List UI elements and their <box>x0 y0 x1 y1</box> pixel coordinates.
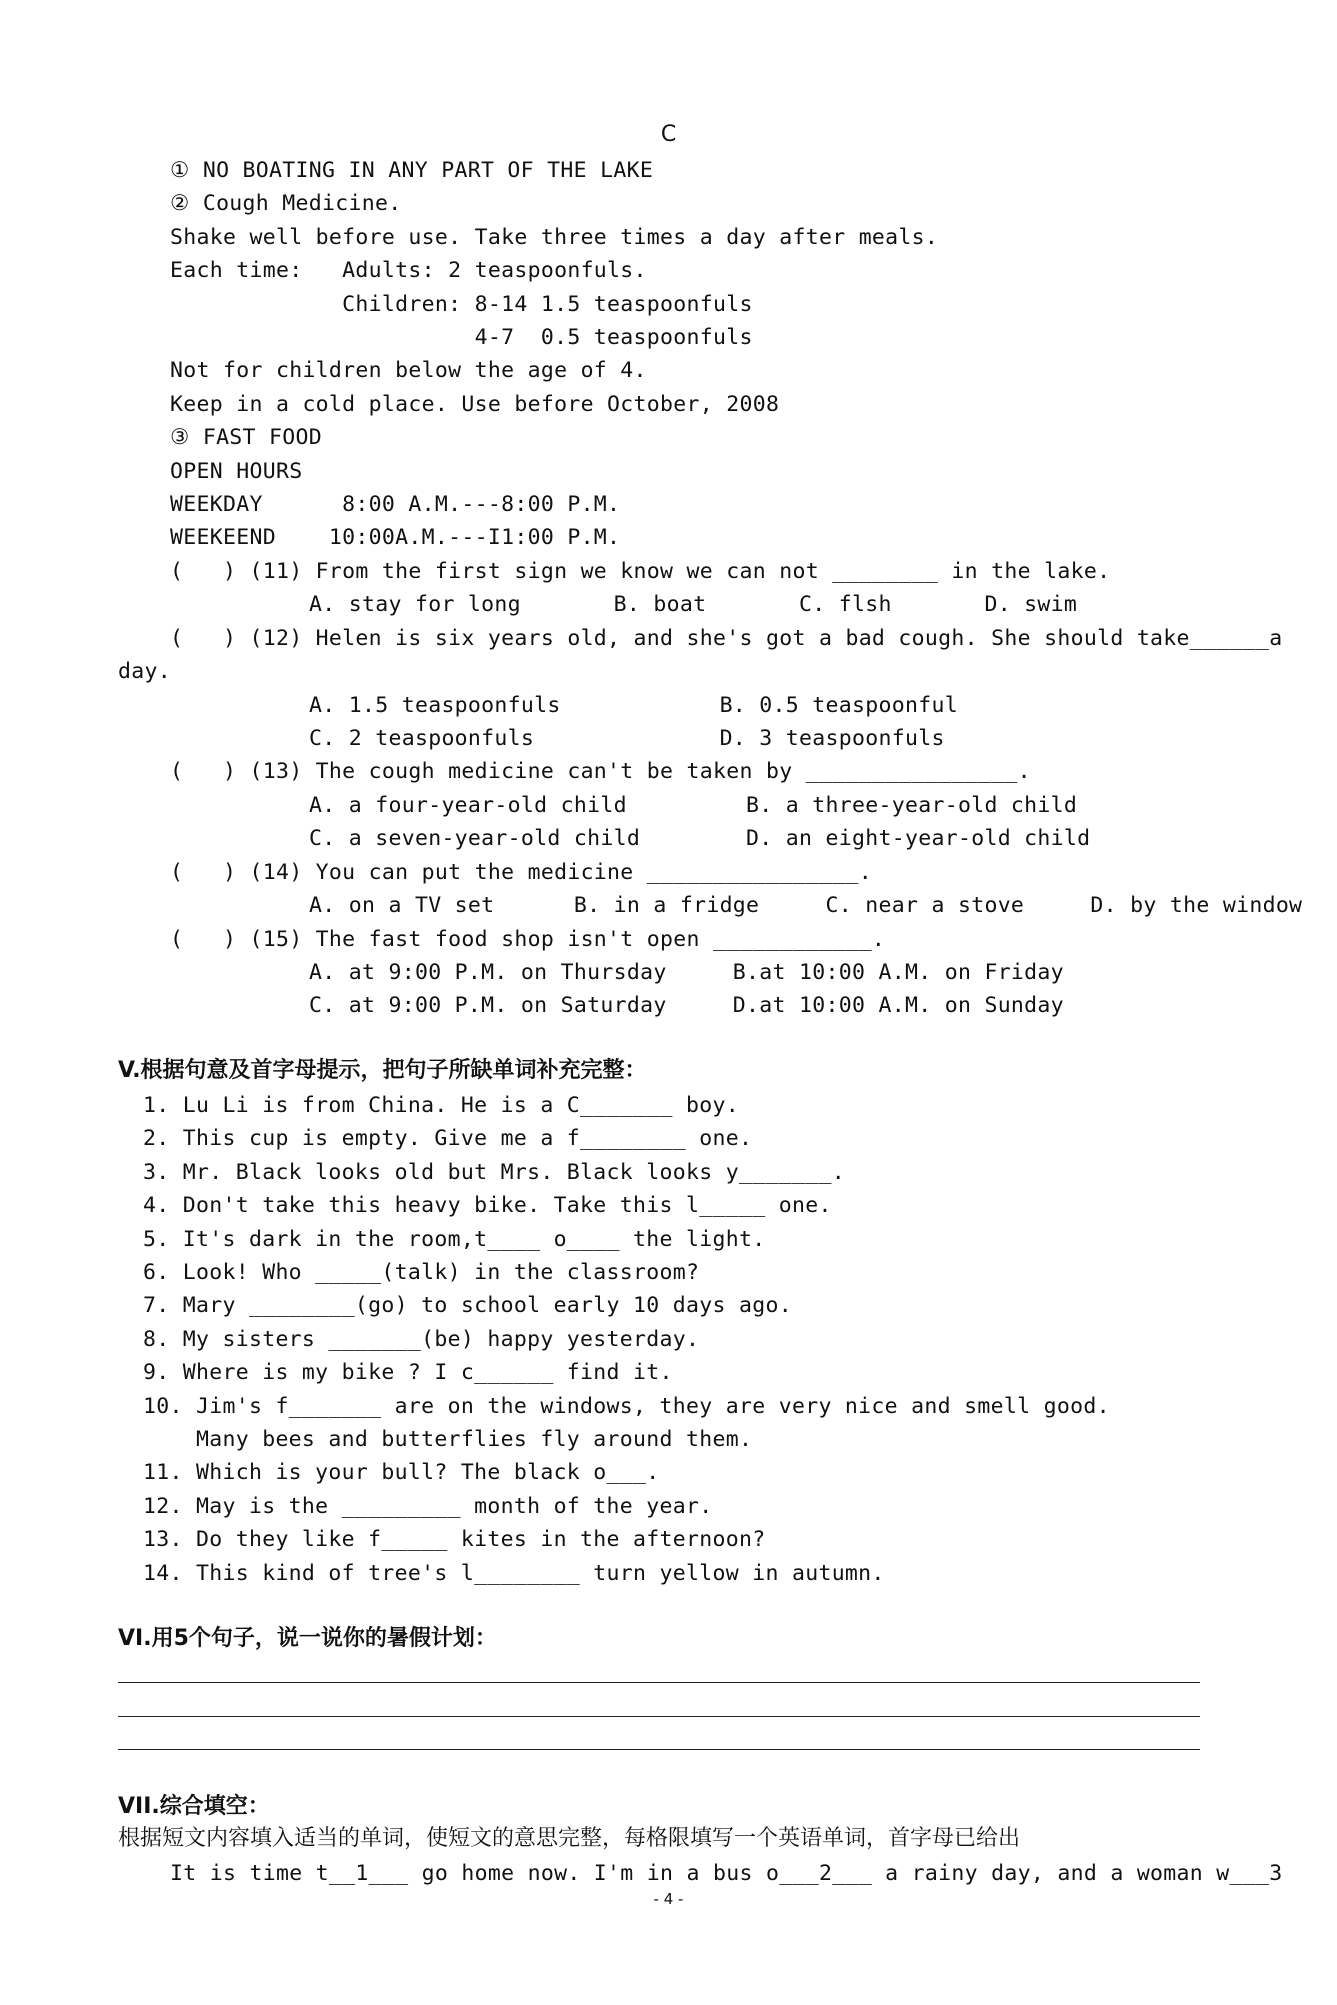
question-options: C. a seven-year-old child D. an eight-year-old child <box>309 826 1091 851</box>
passage-line: 4-7 0.5 teaspoonfuls <box>170 325 753 350</box>
section-vii-title: VII.综合填空： <box>118 1794 270 1819</box>
exercise-item: 3. Mr. Black looks old but Mrs. Black looks y_______. <box>143 1160 845 1185</box>
question-options: A. at 9:00 P.M. on Thursday B.at 10:00 A.M. on Friday <box>309 960 1064 985</box>
passage-line: Shake well before use. Take three times a day after meals. <box>170 225 939 250</box>
passage-line: OPEN HOURS <box>170 459 303 484</box>
exercise-item: 5. It's dark in the room,t____ o____ the light. <box>143 1227 766 1252</box>
passage-line: Each time: Adults: 2 teaspoonfuls. <box>170 258 647 283</box>
section-vi-title: VI.用5个句子，说一说你的暑假计划： <box>118 1626 497 1651</box>
exercise-item: 1. Lu Li is from China. He is a C_______ boy. <box>143 1093 739 1118</box>
question-options: C. 2 teaspoonfuls D. 3 teaspoonfuls <box>309 726 945 751</box>
answer-line[interactable] <box>118 1749 1200 1750</box>
question-stem: ( ) (12) Helen is six years old, and she's got a bad cough. She should take______a <box>170 626 1283 651</box>
answer-line[interactable] <box>118 1716 1200 1717</box>
passage-line: Keep in a cold place. Use before October, 2008 <box>170 392 780 417</box>
exercise-item: Many bees and butterflies fly around them. <box>143 1427 753 1452</box>
passage-letter: C <box>660 122 677 147</box>
passage-line: WEEKEEND 10:00A.M.---I1:00 P.M. <box>170 525 621 550</box>
passage-line: Not for children below the age of 4. <box>170 358 647 383</box>
exercise-item: 13. Do they like f_____ kites in the afternoon? <box>143 1527 766 1552</box>
answer-line[interactable] <box>118 1682 1200 1683</box>
exercise-item: 14. This kind of tree's l________ turn yellow in autumn. <box>143 1561 885 1586</box>
exercise-item: 8. My sisters _______(be) happy yesterday. <box>143 1327 700 1352</box>
section-vii-instruction: 根据短文内容填入适当的单词，使短文的意思完整，每格限填写一个英语单词，首字母已给出 <box>118 1826 1021 1851</box>
exercise-item: 6. Look! Who _____(talk) in the classroom? <box>143 1260 700 1285</box>
question-stem: ( ) (15) The fast food shop isn't open ____________. <box>170 927 886 952</box>
question-options: A. 1.5 teaspoonfuls B. 0.5 teaspoonful <box>309 693 958 718</box>
exercise-item: 10. Jim's f_______ are on the windows, they are very nice and smell good. <box>143 1394 1110 1419</box>
exercise-item: 2. This cup is empty. Give me a f________ one. <box>143 1126 753 1151</box>
exercise-item: 11. Which is your bull? The black o___. <box>143 1460 660 1485</box>
question-stem: ( ) (14) You can put the medicine ________________. <box>170 860 872 885</box>
section-v-title: V.根据句意及首字母提示，把句子所缺单词补充完整： <box>118 1058 647 1083</box>
passage-line: ③ FAST FOOD <box>170 425 323 450</box>
cloze-first-line: It is time t__1___ go home now. I'm in a bus o___2___ a rainy day, and a woman w___3 <box>170 1861 1283 1886</box>
passage-line: Children: 8-14 1.5 teaspoonfuls <box>170 292 753 317</box>
passage-line: ① NO BOATING IN ANY PART OF THE LAKE <box>170 158 654 183</box>
exercise-item: 7. Mary ________(go) to school early 10 days ago. <box>143 1293 792 1318</box>
page-number: - 4 - <box>653 1890 684 1908</box>
exercise-item: 9. Where is my bike ? I c______ find it. <box>143 1360 673 1385</box>
passage-line: ② Cough Medicine. <box>170 191 402 216</box>
question-options: A. stay for long B. boat C. flsh D. swim <box>309 592 1078 617</box>
question-stem: ( ) (13) The cough medicine can't be taken by ________________. <box>170 759 1031 784</box>
passage-line: WEEKDAY 8:00 A.M.---8:00 P.M. <box>170 492 621 517</box>
question-options: A. on a TV set B. in a fridge C. near a stove D. by the window <box>309 893 1303 918</box>
question-stem: ( ) (11) From the first sign we know we can not ________ in the lake. <box>170 559 1111 584</box>
question-stem-continued: day. <box>118 659 171 684</box>
question-options: C. at 9:00 P.M. on Saturday D.at 10:00 A.M. on Sunday <box>309 993 1064 1018</box>
question-options: A. a four-year-old child B. a three-year-old child <box>309 793 1078 818</box>
exercise-item: 12. May is the _________ month of the year. <box>143 1494 713 1519</box>
exercise-item: 4. Don't take this heavy bike. Take this l_____ one. <box>143 1193 832 1218</box>
